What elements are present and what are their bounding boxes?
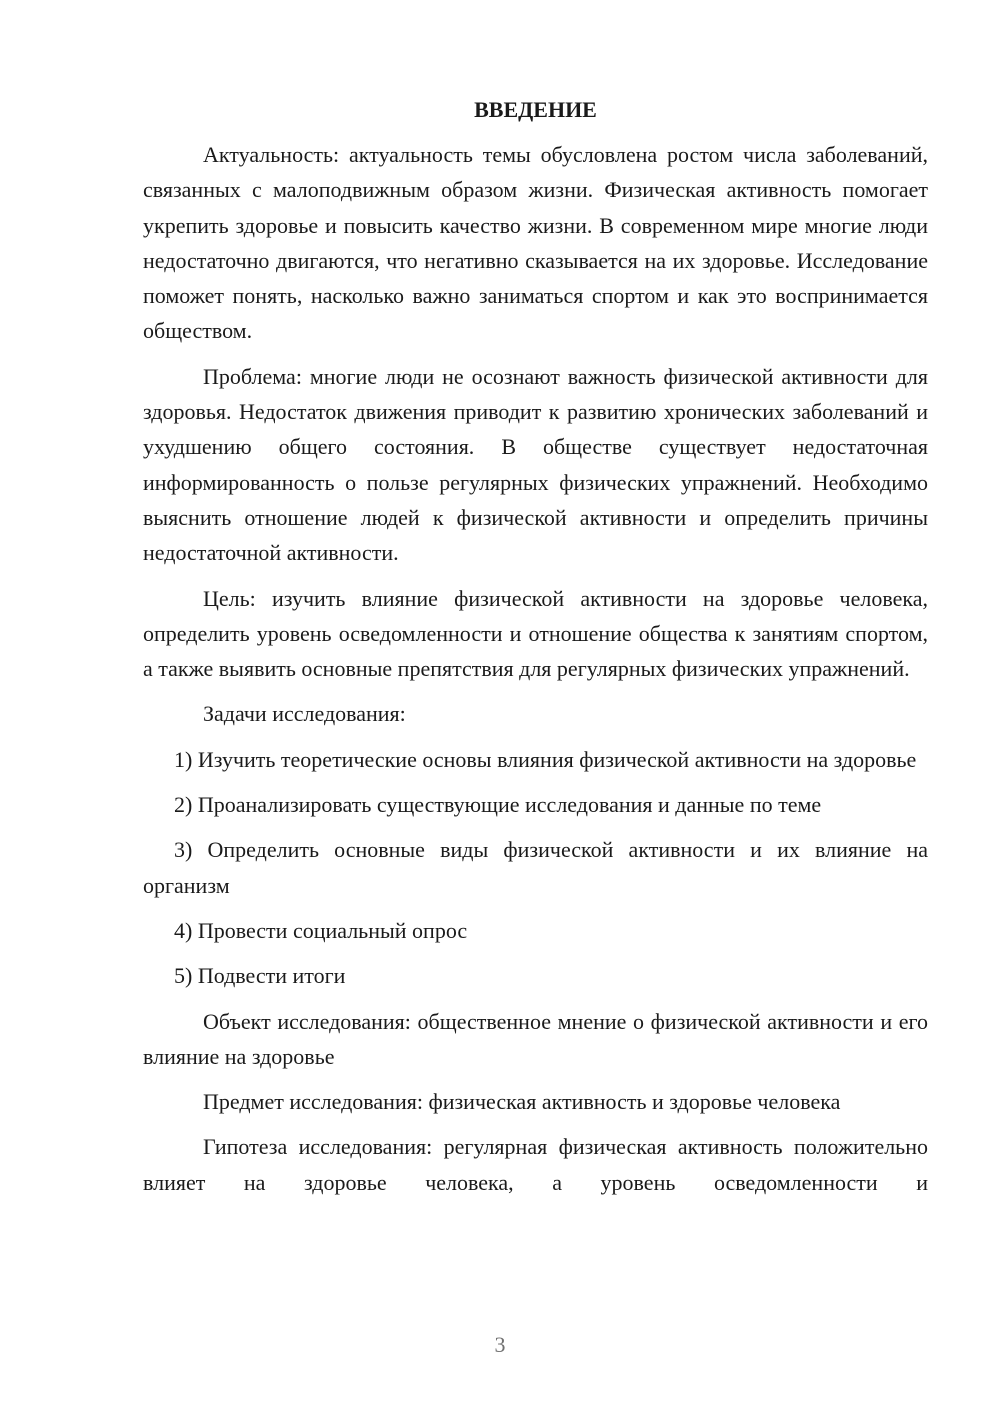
task-item-1: 1) Изучить теоретические основы влияния физической активности на здоровье — [174, 746, 917, 772]
subject-paragraph: Предмет исследования: физическая активность и здоровье человека — [203, 1089, 841, 1115]
problem-paragraph: Проблема: многие люди не осознают важность физической активности для здоровья. Недостаток движения приводит к развитию хронических заболеваний и ухудшению общего состояния. В обществе существует недостаточная информированность о пользе регулярных физических упражнений. Необходимо выяснить отношение людей к физической активности и определить причины недостаточной активности. — [143, 363, 928, 566]
task-item-3: 3) Определить основные виды физической активности и их влияние на организм — [143, 837, 928, 898]
page-body — [143, 92, 928, 1210]
task-item-2: 2) Проанализировать существующие исследования и данные по теме — [174, 792, 822, 818]
page-number: 3 — [494, 1332, 506, 1357]
goal-paragraph: Цель: изучить влияние физической активности на здоровье человека, определить уровень осведомленности и отношение общества к занятиям спортом, а также выявить основные препятствия для регулярных физических упражнений. — [143, 585, 928, 682]
task-item-4: 4) Провести социальный опрос — [174, 917, 468, 943]
task-item-5: 5) Подвести итоги — [174, 963, 346, 989]
relevance-paragraph: Актуальность: актуальность темы обусловлена ростом числа заболеваний, связанных с малоподвижным образом жизни. Физическая активность помогает укрепить здоровье и повысить качество жизни. В современном мире многие люди недостаточно двигаются, что негативно сказывается на их здоровье. Исследование поможет понять, насколько важно заниматься спортом и как это воспринимается обществом. — [143, 142, 928, 344]
section-title: ВВЕДЕНИЕ — [474, 97, 597, 122]
tasks-heading: Задачи исследования: — [203, 701, 406, 727]
object-paragraph: Объект исследования: общественное мнение о физической активности и его влияние на здоровье — [143, 1008, 928, 1069]
hypothesis-paragraph: Гипотеза исследования: регулярная физическая активность положительно влияет на здоровье человека, а уровень осведомленности и — [143, 1134, 928, 1195]
